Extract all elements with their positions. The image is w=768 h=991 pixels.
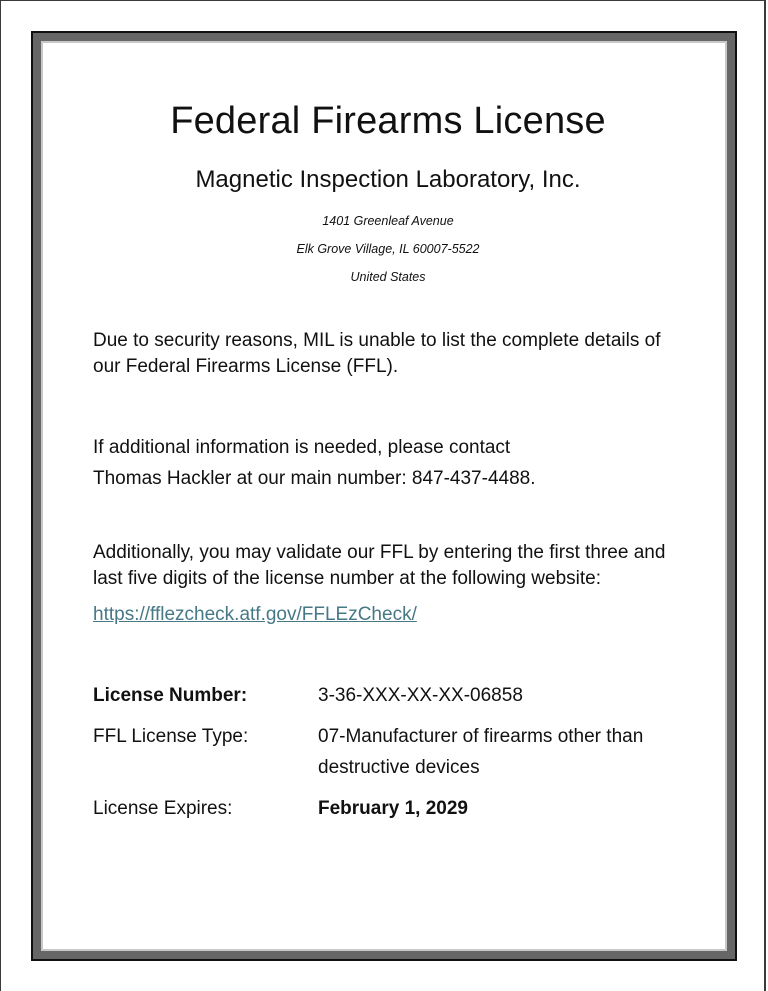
- document-frame: [31, 31, 737, 961]
- company-name: Magnetic Inspection Laboratory, Inc.: [195, 166, 581, 193]
- license-expires-row: [93, 793, 683, 824]
- address-country: United States: [350, 270, 426, 284]
- license-details: [93, 680, 683, 824]
- contact-paragraph: [93, 432, 683, 494]
- contact-line-1: If additional information is needed, please contact: [93, 437, 511, 458]
- ffl-ezcheck-link[interactable]: https://fflezcheck.atf.gov/FFLEzCheck/: [93, 604, 417, 625]
- license-type-label: FFL License Type:: [93, 726, 249, 747]
- license-number-label: License Number:: [93, 685, 248, 706]
- license-type-row: [93, 721, 683, 783]
- address-street: 1401 Greenleaf Avenue: [322, 214, 454, 228]
- company-address: [93, 207, 683, 291]
- document-content: [93, 99, 683, 834]
- security-notice: Due to security reasons, MIL is unable to list the complete details of our Federal Firearms License (FFL).: [93, 330, 661, 377]
- address-city-state-zip: Elk Grove Village, IL 60007-5522: [296, 242, 480, 256]
- license-expires-label: License Expires:: [93, 798, 233, 819]
- license-number-row: [93, 680, 683, 711]
- license-number-value: 3-36-XXX-XX-XX-06858: [318, 685, 523, 706]
- license-type-value: 07-Manufacturer of firearms other than destructive devices: [318, 726, 644, 778]
- license-expires-value: February 1, 2029: [318, 798, 468, 819]
- validation-paragraph: Additionally, you may validate our FFL by entering the first three and last five digits of the license number at the following website:: [93, 542, 666, 589]
- document-frame-inner: [41, 41, 727, 951]
- contact-line-2: Thomas Hackler at our main number: 847-437-4488.: [93, 468, 536, 489]
- document-title: Federal Firearms License: [170, 100, 606, 142]
